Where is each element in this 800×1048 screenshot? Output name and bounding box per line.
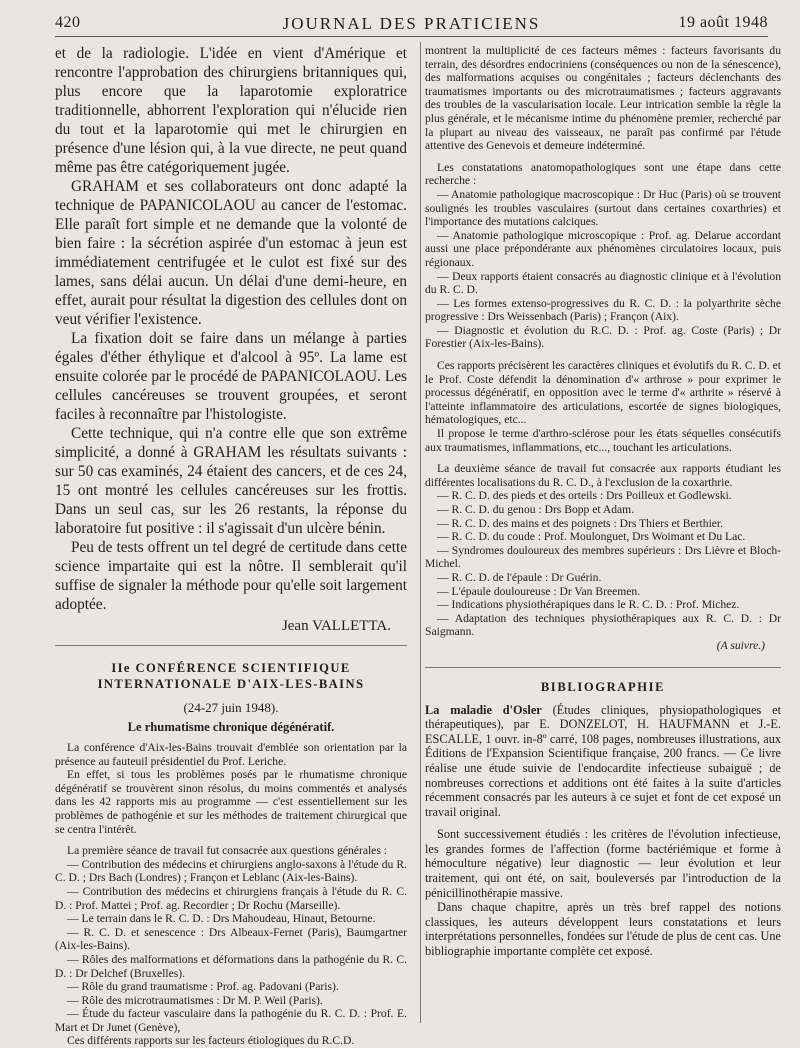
page-number: 420	[55, 14, 81, 31]
list-item: — Adaptation des techniques physiothérapiques aux R. C. D. : Dr Saigmann.	[425, 611, 781, 639]
list-item: — Étude du facteur vasculaire dans la pathogénie du R. C. D. : Prof. E. Mart et Dr Junet (Genève),	[55, 1007, 407, 1034]
conference-dates: (24-27 juin 1948).	[183, 700, 279, 715]
list-item: — Contribution des médecins et chirurgiens anglo-saxons à l'étude du R. C. D. ; Drs Bach (Londres) ; Françon et Leblanc (Aix-les-Bains).	[55, 857, 407, 885]
section-separator	[425, 667, 781, 668]
list-item: — R. C. D. du coude : Prof. Moulonguet, Drs Woimant et Du Lac.	[437, 530, 746, 544]
bibliography-body	[425, 703, 781, 959]
paragraph: Cette technique, qui n'a contre elle que son extrême simplicité, a donné à GRAHAM les résultats suivants : sur 50 cas examinés, 24 étaient des cancers, et de ces 24, 15 ont montré les cellules cancéreuses sur les frottis. Dans un seul cas, sur les 26 restants, la réponse du laboratoire fut positive : il s'agissait d'un ulcère bénin.	[55, 425, 407, 537]
paragraph: Peu de tests offrent un tel degré de certitude dans cette science impartaite qui est la nôtre. Il semblerait qu'il suffise de signaler la méthode pour qu'elle soit largement adoptée.	[55, 539, 407, 613]
list-item: — Anatomie pathologique macroscopique : Dr Huc (Paris) où se trouvent soulignés les troubles vasculaires (surtout dans certaines coxarthries) et l'importance des mutations calciques.	[425, 187, 781, 229]
issue-date: 19 août 1948	[678, 14, 768, 31]
article-continued	[55, 44, 407, 635]
paragraph: Les constatations anatomopathologiques sont une étape dans cette recherche :	[425, 160, 781, 188]
list-item: — R. C. D. du genou : Drs Bopp et Adam.	[437, 503, 635, 516]
book-title: La maladie d'Osler	[425, 702, 542, 717]
list-item: — Rôle des microtraumatismes : Dr M. P. Weil (Paris).	[67, 993, 323, 1007]
list-item: — Le terrain dans le R. C. D. : Drs Mahoudeau, Hinaut, Betourne.	[67, 912, 376, 926]
list-item: — Rôle du grand traumatisme : Prof. ag. Padovani (Paris).	[67, 980, 339, 994]
conference-title-line: IIe CONFÉRENCE SCIENTIFIQUE	[111, 661, 351, 675]
list-item: — Rôles des malformations et déformations dans la pathogénie du R. C. D. : Dr Delchef (Bruxelles).	[55, 952, 407, 980]
list-item: — R. C. D. et senescence : Drs Albeaux-Fernet (Paris), Baumgartner (Aix-les-Bains).	[55, 925, 407, 953]
column-rule	[420, 42, 421, 1023]
section-separator	[55, 645, 407, 646]
list-item: — Anatomie pathologique microscopique : Prof. ag. Delarue accordant aussi une place prépondérante aux phénomènes circulatoires locaux, puis régionaux.	[425, 228, 781, 269]
list-item: — Syndromes douloureux des membres supérieurs : Drs Lièvre et Bloch-Michel.	[425, 543, 781, 571]
list-item: — Les formes extenso-progressives du R. C. D. : la polyarthrite sèche progressive : Drs Weissenbach (Paris) ; Françon (Aix).	[425, 296, 781, 324]
list-item: — R. C. D. des mains et des poignets : Drs Thiers et Berthier.	[437, 516, 724, 530]
right-column	[425, 44, 781, 959]
paragraph: Dans chaque chapitre, après un très bref rappel des notions classiques, les auteurs développent leurs constatations et leurs interprétations personnelles, fondées sur l'étude de plus de cent cas. Une bibliographie importante complète cet exposé.	[425, 900, 781, 959]
list-item: — Deux rapports étaient consacrés au diagnostic clinique et à l'évolution du R. C. D.	[425, 269, 781, 297]
left-column	[55, 44, 407, 1048]
conference-title	[55, 660, 407, 692]
paragraph: La fixation doit se faire dans un mélange à parties égales d'éther éthylique et d'alcool à 95º. La lame est ensuite colorée par le procédé de PAPANICOLAOU. Les cellules cancéreuses se trouvent groupées, et seront faciles à reconnaître par l'histologiste.	[55, 330, 407, 423]
paragraph: GRAHAM et ses collaborateurs ont donc adapté la technique de PAPANICOLAOU au cancer de l'estomac. Elle paraît fort simple et ne demande que la volonté de bien faire : la sécrétion aspirée d'un estomac à jeun est immédiatement centrifugée et le culot est fixé sur des lames, sans délai aucun. Un délai d'une demi-heure, en effet, aurait pour résultat la digestion des cellules dont on veut vérifier l'existence.	[55, 178, 407, 328]
conference-body	[55, 741, 407, 1048]
conference-title-line: INTERNATIONALE D'AIX-LES-BAINS	[97, 677, 365, 691]
paragraph: Ces différents rapports sur les facteurs étiologiques du R.C.D.	[67, 1034, 355, 1048]
paragraph: La conférence d'Aix-les-Bains trouvait d'emblée son orientation par la présence au fauteuil présidentiel du Prof. Leriche.	[55, 741, 407, 768]
page-header	[55, 10, 768, 38]
paragraph: et de la radiologie. L'idée en vient d'Amérique et rencontre l'approbation des chirurgiens britanniques qui, plus encore que la laparotomie exploratrice traditionnelle, abhorrent l'exploration qui n'élucide rien du tout et la laparotomie qui met le chirurgien en présence d'une lésion qui, à la vue directe, ne peut quand même pas être catégoriquement jugée.	[55, 45, 407, 176]
paragraph: Il propose le terme d'arthro-sclérose pour les états séquelles consécutifs aux traumatismes, inflammations, etc..., touchant les articulations.	[425, 427, 781, 454]
conference-subtitle: Le rhumatisme chronique dégénératif.	[127, 720, 335, 734]
paragraph: montrent la multiplicité de ces facteurs mêmes : facteurs favorisants du terrain, des désordres endocriniens (conséquences ou non de la sénescence), des malformations acquises ou congénitales ; facteurs déclenchants des traumatismes importants ou des microtraumatismes ; facteurs aggravants des troubles de la vascularisation locale. Leur intrication semble la règle la plus générale, et le mécanisme intime du phénomène premier, recherché par la plupart au niveau des vaisseaux, ne paraît pas confirmé par l'étude attentive des Genevois et demeure indéterminé.	[425, 44, 781, 153]
bibliography-entry	[425, 703, 781, 820]
paragraph: En effet, si tous les problèmes posés par le rhumatisme chronique dégénératif se trouvèrent sinon résolus, du moins commentés et analysés dans les 42 rapports mis au programme — c'est essentiellement sur les problèmes de pathogénie et sur les méthodes de traitement chirurgical que se centra l'intérêt.	[55, 768, 407, 836]
header-rule	[55, 36, 768, 37]
paragraph: Sont successivement étudiés : les critères de l'évolution infectieuse, les grandes formes de l'affection (forme bactériémique et forme à hémoculture négative) leur diagnostic — leur évolution et leur traitement, qui ont été, on sait, bouleversés par l'introduction de la pénicillinothérapie massive.	[425, 827, 781, 900]
to-be-continued: (A suivre.)	[716, 638, 765, 652]
paragraph: Ces rapports précisèrent les caractères cliniques et évolutifs du R. C. D. et le Prof. Coste défendit la dénomination d'« arthrose » pour exprimer le processus dégénératif, en opposition avec le terme d'« arthrite » réservé à l'atteinte inflammatoire des articulations, escortée de signes biologiques, hématologiques, etc...	[425, 359, 781, 427]
list-item: — Diagnostic et évolution du R.C. D. : Prof. ag. Coste (Paris) ; Dr Forestier (Aix-les-Bains).	[425, 323, 781, 351]
bibliography-title: BIBLIOGRAPHIE	[540, 679, 666, 694]
list-item: — R. C. D. des pieds et des orteils : Drs Poilleux et Godlewski.	[437, 489, 732, 503]
session-intro: La deuxième séance de travail fut consacrée aux rapports étudiant les différentes localisations du R. C. D., à l'exclusion de la coxarthrie.	[425, 462, 781, 489]
conference-continued	[425, 44, 781, 653]
journal-title: JOURNAL DES PRATICIENS	[282, 14, 541, 33]
list-item: — R. C. D. de l'épaule : Dr Guérin.	[437, 570, 602, 584]
session-intro: La première séance de travail fut consacrée aux questions générales :	[67, 844, 387, 858]
author-signature: Jean VALLETTA.	[281, 618, 391, 634]
list-item: — Indications physiothérapiques dans le R. C. D. : Prof. Michez.	[437, 598, 740, 612]
list-item: — L'épaule douloureuse : Dr Van Breemen.	[437, 584, 641, 598]
book-description: (Études cliniques, physiopathologiques et thérapeutiques), par E. DONZELOT, H. HAUFMANN et J.-E. ESCALLE, 1 ouvr. in-8º carré, 108 pages, nombreuses illustrations, aux Éditions de l'Expansion Scientifique française, 200 francs. — Ce livre réalise une étude suivie de l'endocardite infectieuse subaiguë ; de nombreuses corrections et additions ont été faites à la suite d'articles récemment consacrés par les auteurs à ce sujet et font de cet exposé un travail original.	[425, 702, 782, 819]
list-item: — Contribution des médecins et chirurgiens français à l'étude du R. C. D. : Prof. Mattei ; Prof. ag. Recordier ; Dr Rochu (Marseille).	[55, 884, 407, 912]
